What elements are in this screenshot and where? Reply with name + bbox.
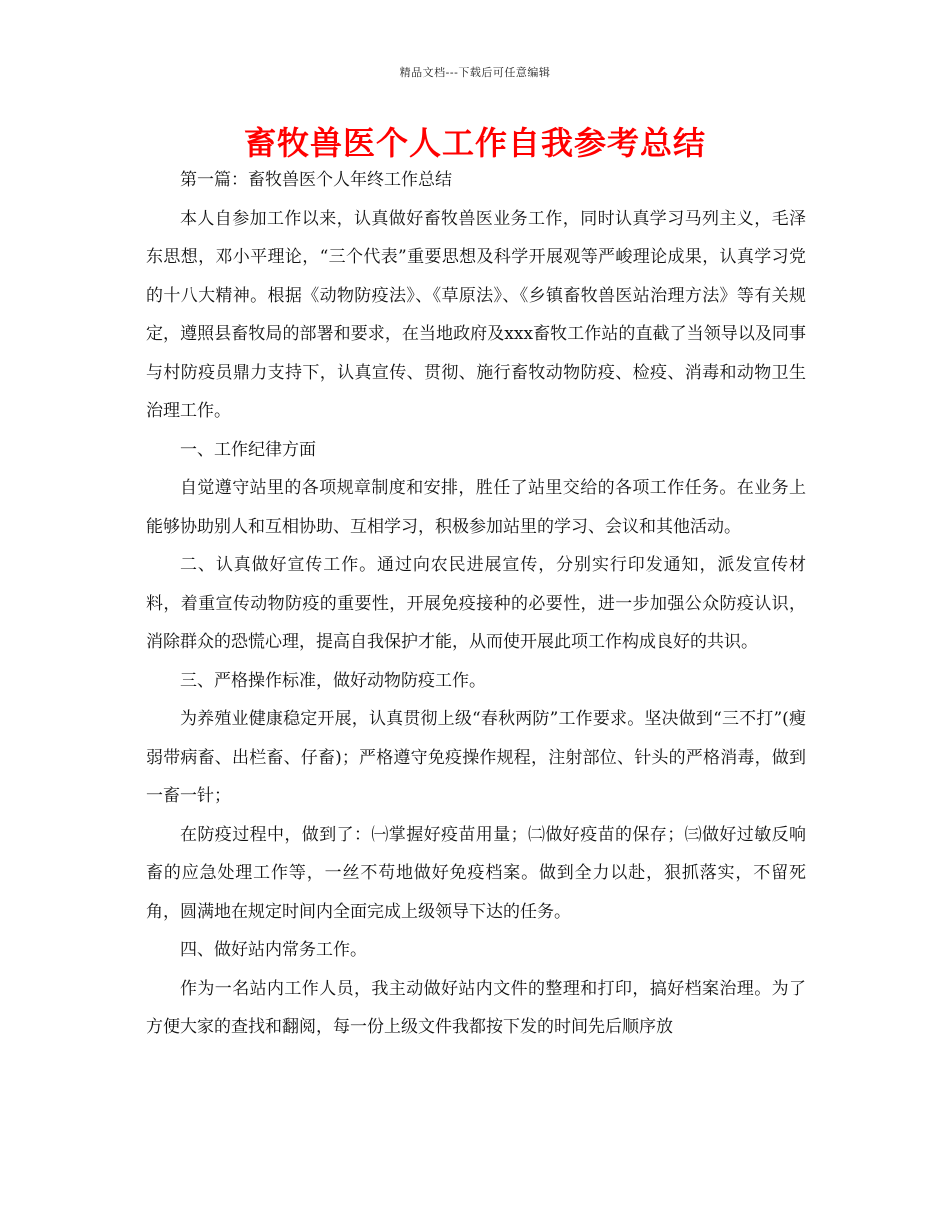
paragraph: 二、认真做好宣传工作。通过向农民进展宣传，分别实行印发通知，派发宣传材料，着重宣传动物防疫的重要性，开展免疫接种的必要性，进一步加强公众防疫认识，消除群众的恐慌心理，提高自我保护才能，从而使开展此项工作构成良好的共识。 — [146, 555, 806, 652]
paragraph: 自觉遵守站里的各项规章制度和安排，胜任了站里交给的各项工作任务。在业务上能够协助别人和互相协助、互相学习，积极参加站里的学习、会议和其他活动。 — [146, 478, 806, 537]
paragraph: 在防疫过程中，做到了：㈠掌握好疫苗用量；㈡做好疫苗的保存；㈢做好过敏反响畜的应急处理工作等，一丝不苟地做好免疫档案。做到全力以赴，狠抓落实，不留死角，圆满地在规定时间内全面完成上级领导下达的任务。 — [146, 824, 806, 922]
section-heading: 一、工作纪律方面 — [180, 439, 316, 460]
section-heading: 三、严格操作标准，做好动物防疫工作。 — [180, 670, 486, 691]
document-title: 畜牧兽医个人工作自我参考总结 — [243, 124, 706, 162]
section-heading: 四、做好站内常务工作。 — [180, 940, 367, 960]
paragraph: 为养殖业健康稳定开展，认真贯彻上级“春秋两防”工作要求。坚决做到“三不打”(瘦弱带病畜、出栏畜、仔畜)；严格遵守免疫操作规程，注射部位、针头的严格消毒，做到一畜一针； — [146, 709, 806, 806]
paragraph: 作为一名站内工作人员，我主动做好站内文件的整理和打印，搞好档案治理。为了方便大家的查找和翻阅，每一份上级文件我都按下发的时间先后顺序放 — [146, 978, 806, 1037]
document-body — [146, 161, 806, 1047]
paragraph: 本人自参加工作以来，认真做好畜牧兽医业务工作，同时认真学习马列主义，毛泽东思想，邓小平理论，“三个代表”重要思想及科学开展观等严峻理论成果，认真学习党的十八大精神。根据《动物防疫法》、《草原法》、《乡镇畜牧兽医站治理方法》等有关规定，遵照县畜牧局的部署和要求，在当地政府及xxx畜牧工作站的直截了当领导以及同事与村防疫员鼎力支持下，认真宣传、贯彻、施行畜牧动物防疫、检疫、消毒和动物卫生治理工作。 — [146, 208, 806, 421]
header-note: 精品文档---下载后可任意编辑 — [399, 66, 551, 79]
section-heading: 第一篇：畜牧兽医个人年终工作总结 — [180, 170, 452, 190]
